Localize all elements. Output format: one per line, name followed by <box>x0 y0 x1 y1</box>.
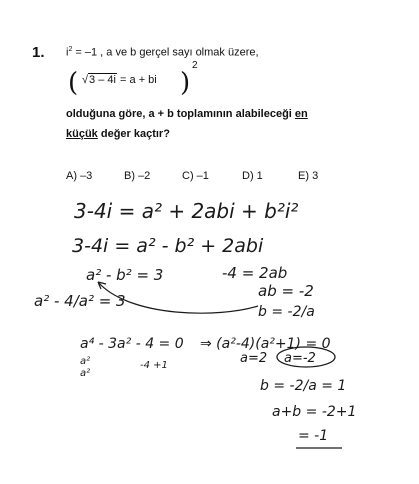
hw-line-7b: a² <box>80 368 91 379</box>
hw-line-7e: a=-2 <box>284 351 316 366</box>
hw-line-10: = -1 <box>298 428 329 444</box>
question-number: 1. <box>32 44 45 61</box>
hw-line-3a: a² - b² = 3 <box>86 266 164 284</box>
question-word-en: en <box>294 108 308 120</box>
question-word-kucuk: küçük <box>66 128 98 140</box>
hw-line-9: a+b = -2+1 <box>272 404 357 420</box>
hw-line-7a: a² <box>80 356 91 367</box>
hw-line-1: 3-4i = a² + 2abi + b²i² <box>74 199 299 223</box>
question-text-part2: değer kaçtır? <box>97 128 170 140</box>
question-text-part1: olduğuna göre, a + b toplamının alabileceği <box>66 108 295 120</box>
choice-d-letter: D) <box>242 170 254 182</box>
choice-a-letter: A) <box>66 170 77 182</box>
premise-i: i <box>66 46 69 59</box>
choice-d-value: 1 <box>256 170 263 182</box>
hw-line-2: 3-4i = a² - b² + 2abi <box>72 235 264 257</box>
choice-c-letter: C) <box>182 170 194 182</box>
equation-radical: √3 – 4i = a + bi <box>82 74 157 86</box>
hw-line-3b: -4 = 2ab <box>222 264 288 282</box>
hw-line-6a: a⁴ - 3a² - 4 = 0 <box>80 336 184 352</box>
equation-open-paren: ( <box>68 68 79 98</box>
choice-b-value: –2 <box>138 170 151 182</box>
choice-e-value: 3 <box>312 170 319 182</box>
equation-rhs: a + bi <box>129 74 157 86</box>
choice-a-value: –3 <box>80 170 93 182</box>
hw-line-7d: a=2 <box>240 351 268 366</box>
choice-e-letter: E) <box>298 170 309 182</box>
hw-line-8: b = -2/a = 1 <box>260 378 347 394</box>
hw-line-4: ab = -2 <box>258 282 314 300</box>
hw-line-5-left: a² - 4/a² = 3 <box>34 292 126 310</box>
hw-line-6b: ⇒ (a²-4)(a²+1) = 0 <box>200 336 331 352</box>
hw-line-7c: -4 +1 <box>140 360 168 371</box>
premise-exponent: 2 <box>68 46 73 53</box>
choice-c-value: –1 <box>196 170 209 182</box>
equation-radicand: 3 – 4i <box>89 74 116 86</box>
hw-line-5-right: b = -2/a <box>258 304 315 320</box>
equation-close-paren: ) <box>180 68 191 98</box>
premise-rest: = –1 , a ve b gerçel sayı olmak üzere, <box>72 46 259 59</box>
equation-exponent: 2 <box>192 60 198 71</box>
choice-b-letter: B) <box>124 170 135 182</box>
